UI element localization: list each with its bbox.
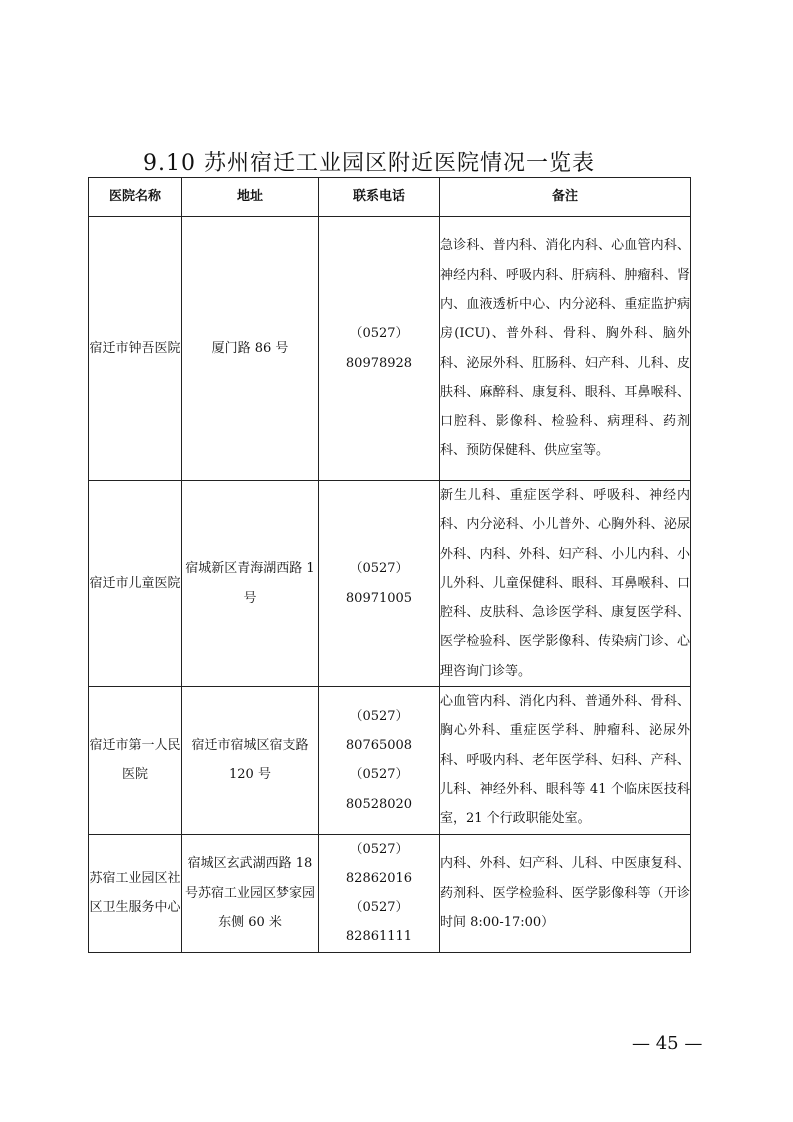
hospital-phone <box>319 687 440 834</box>
phone-number: （0527）80528020 <box>345 767 413 812</box>
hospital-name: 苏宿工业园区社区卫生服务中心 <box>89 834 182 952</box>
hospital-phone <box>319 481 440 687</box>
phone-number: （0527）80978928 <box>345 326 413 371</box>
phone-number: （0527）80971005 <box>345 561 413 606</box>
hospital-address: 宿迁市宿城区宿支路 120 号 <box>182 687 319 834</box>
phone-number: （0527）82861111 <box>345 900 413 945</box>
hospital-name: 宿迁市儿童医院 <box>89 481 182 687</box>
header-hospital-name: 医院名称 <box>89 178 182 217</box>
hospital-name: 宿迁市第一人民医院 <box>89 687 182 834</box>
page-number: — 45 — <box>632 1033 703 1054</box>
hospital-name: 宿迁市钟吾医院 <box>89 217 182 481</box>
header-notes: 备注 <box>440 178 691 217</box>
table-header-row <box>89 178 691 217</box>
header-address: 地址 <box>182 178 319 217</box>
hospital-phone <box>319 217 440 481</box>
table-row <box>89 687 691 834</box>
document-title: 9.10 苏州宿迁工业园区附近医院情况一览表 <box>143 151 595 176</box>
hospital-phone <box>319 834 440 952</box>
header-phone: 联系电话 <box>319 178 440 217</box>
hospital-address: 宿城区玄武湖西路 18 号苏宿工业园区梦家园东侧 60 米 <box>182 834 319 952</box>
hospital-notes: 内科、外科、妇产科、儿科、中医康复科、药剂科、医学检验科、医学影像科等（开诊时间 8:00-17:00） <box>440 834 691 952</box>
table-row <box>89 834 691 952</box>
table-row <box>89 217 691 481</box>
phone-number: （0527）82862016 <box>345 841 413 886</box>
table-row <box>89 481 691 687</box>
hospital-table <box>88 177 691 953</box>
hospital-notes: 急诊科、普内科、消化内科、心血管内科、神经内科、呼吸内科、肝病科、肿瘤科、肾内、血液透析中心、内分泌科、重症监护病房(ICU)、普外科、骨科、胸外科、脑外科、泌尿外科、肛肠科、妇产科、儿科、皮肤科、麻醉科、康复科、眼科、耳鼻喉科、口腔科、影像科、检验科、病理科、药剂科、预防保健科、供应室等。 <box>440 217 691 481</box>
phone-number: （0527）80765008 <box>345 708 413 754</box>
hospital-notes: 心血管内科、消化内科、普通外科、骨科、胸心外科、重症医学科、肿瘤科、泌尿外科、呼吸内科、老年医学科、妇科、产科、儿科、神经外科、眼科等 41 个临床医技科室，21 个行政职能处室。 <box>440 687 691 834</box>
hospital-address: 厦门路 86 号 <box>182 217 319 481</box>
hospital-notes: 新生儿科、重症医学科、呼吸科、神经内科、内分泌科、小儿普外、心胸外科、泌尿外科、内科、外科、妇产科、小儿内科、小儿外科、儿童保健科、眼科、耳鼻喉科、口腔科、皮肤科、急诊医学科、康复医学科、医学检验科、医学影像科、传染病门诊、心理咨询门诊等。 <box>440 481 691 687</box>
hospital-address: 宿城新区青海湖西路 1 号 <box>182 481 319 687</box>
